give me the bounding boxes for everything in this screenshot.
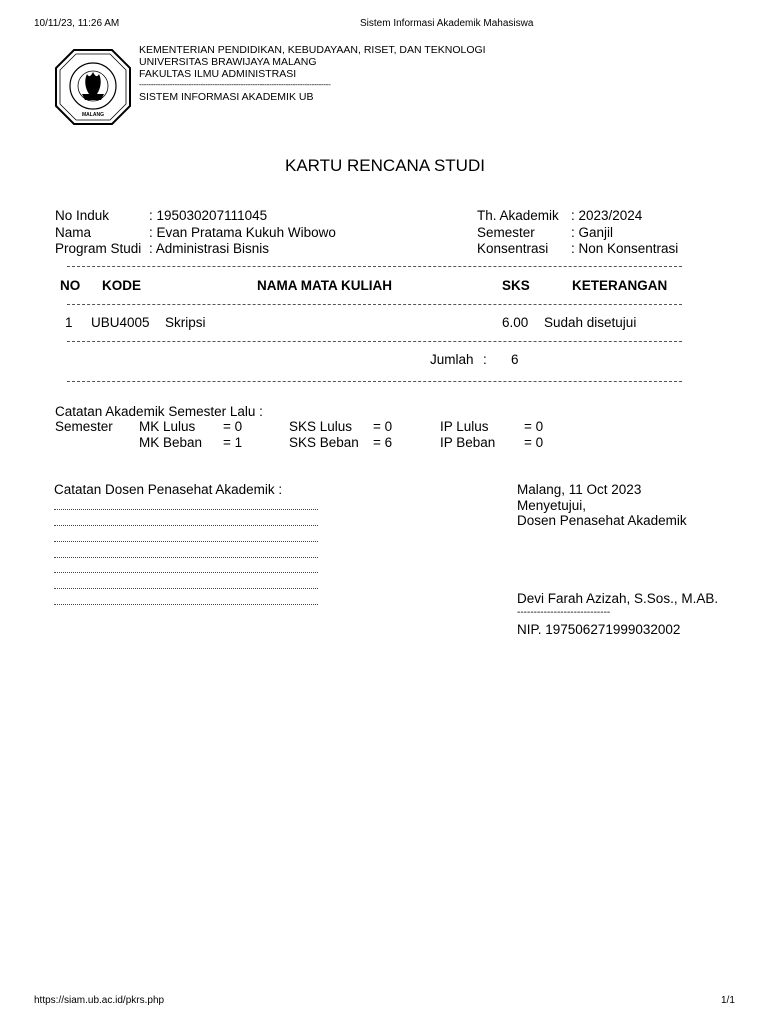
page-title: KARTU RENCANA STUDI — [285, 156, 485, 175]
mk-lulus-value: = 0 — [223, 419, 243, 434]
previous-record-title: Catatan Akademik Semester Lalu : — [55, 404, 263, 419]
table-top-divider — [67, 266, 682, 267]
print-datetime: 10/11/23, 11:26 AM — [34, 18, 120, 29]
print-page-title: Sistem Informasi Akademik Mahasiswa — [360, 18, 534, 29]
mk-beban-value: = 1 — [223, 435, 243, 450]
faculty-name: FAKULTAS ILMU ADMINISTRASI — [139, 68, 297, 80]
row-no: 1 — [65, 315, 73, 330]
row-nama: Skripsi — [165, 315, 206, 330]
konsentrasi-label: Konsentrasi — [477, 241, 549, 256]
signature-name: Devi Farah Azizah, S.Sos., M.AB. — [517, 591, 719, 606]
ip-lulus-label: IP Lulus — [440, 419, 489, 434]
previous-semester-label: Semester — [55, 419, 113, 434]
konsentrasi-value: : Non Konsentrasi — [571, 241, 679, 256]
system-name: SISTEM INFORMASI AKADEMIK UB — [139, 91, 314, 103]
col-header-no: NO — [60, 278, 81, 293]
table-header-divider — [67, 304, 682, 305]
nama-label: Nama — [55, 225, 92, 240]
ip-beban-label: IP Beban — [440, 435, 496, 450]
mk-beban-label: MK Beban — [139, 435, 203, 450]
mk-lulus-label: MK Lulus — [139, 419, 196, 434]
sks-beban-value: = 6 — [373, 435, 393, 450]
sks-lulus-label: SKS Lulus — [289, 419, 353, 434]
logo-caption: MALANG — [82, 112, 104, 118]
header-separator: --------------------------------------------------------------------------------- — [139, 80, 331, 89]
col-header-sks: SKS — [502, 278, 530, 293]
table-body-divider — [67, 341, 682, 342]
print-page-number: 1/1 — [721, 995, 735, 1006]
semester-label: Semester — [477, 225, 535, 240]
row-keterangan: Sudah disetujui — [544, 315, 637, 330]
ip-beban-value: = 0 — [524, 435, 544, 450]
total-separator: : — [483, 352, 487, 367]
signature-underline: ---------------------------- — [517, 607, 611, 618]
col-header-kode: KODE — [102, 278, 142, 293]
advisor-note-line — [54, 604, 318, 605]
university-name: UNIVERSITAS BRAWIJAYA MALANG — [139, 56, 317, 68]
table-bottom-divider — [67, 381, 682, 382]
advisor-notes-title: Catatan Dosen Penasehat Akademik : — [54, 482, 283, 497]
signature-place-date: Malang, 11 Oct 2023 — [517, 482, 642, 497]
total-label: Jumlah — [430, 352, 474, 367]
signature-role: Dosen Penasehat Akademik — [517, 513, 687, 528]
advisor-note-line — [54, 541, 318, 542]
row-sks: 6.00 — [502, 315, 529, 330]
prodi-label: Program Studi — [55, 241, 142, 256]
sks-lulus-value: = 0 — [373, 419, 393, 434]
ministry-name: KEMENTERIAN PENDIDIKAN, KEBUDAYAAN, RISET, DAN TEKNOLOGI — [139, 44, 486, 56]
col-header-nama: NAMA MATA KULIAH — [257, 278, 392, 293]
logo-seal-icon — [56, 50, 130, 124]
print-url[interactable]: https://siam.ub.ac.id/pkrs.php — [34, 995, 165, 1006]
col-header-keterangan: KETERANGAN — [572, 278, 668, 293]
tahun-value: : 2023/2024 — [571, 208, 643, 223]
sks-beban-label: SKS Beban — [289, 435, 359, 450]
nama-value: : Evan Pratama Kukuh Wibowo — [149, 225, 336, 240]
semester-value: : Ganjil — [571, 225, 614, 240]
ip-lulus-value: = 0 — [524, 419, 544, 434]
signature-approval: Menyetujui, — [517, 498, 587, 513]
tahun-label: Th. Akademik — [477, 208, 559, 223]
advisor-note-line — [54, 509, 318, 510]
no-induk-label: No Induk — [55, 208, 110, 223]
advisor-note-line — [54, 557, 318, 558]
advisor-note-line — [54, 572, 318, 573]
advisor-note-line — [54, 588, 318, 589]
no-induk-value: : 195030207111045 — [149, 208, 268, 223]
row-kode: UBU4005 — [91, 315, 150, 330]
advisor-note-line — [54, 525, 318, 526]
prodi-value: : Administrasi Bisnis — [149, 241, 270, 256]
university-logo — [54, 48, 132, 126]
total-value: 6 — [511, 352, 519, 367]
signature-nip: NIP. 197506271999032002 — [517, 622, 681, 637]
